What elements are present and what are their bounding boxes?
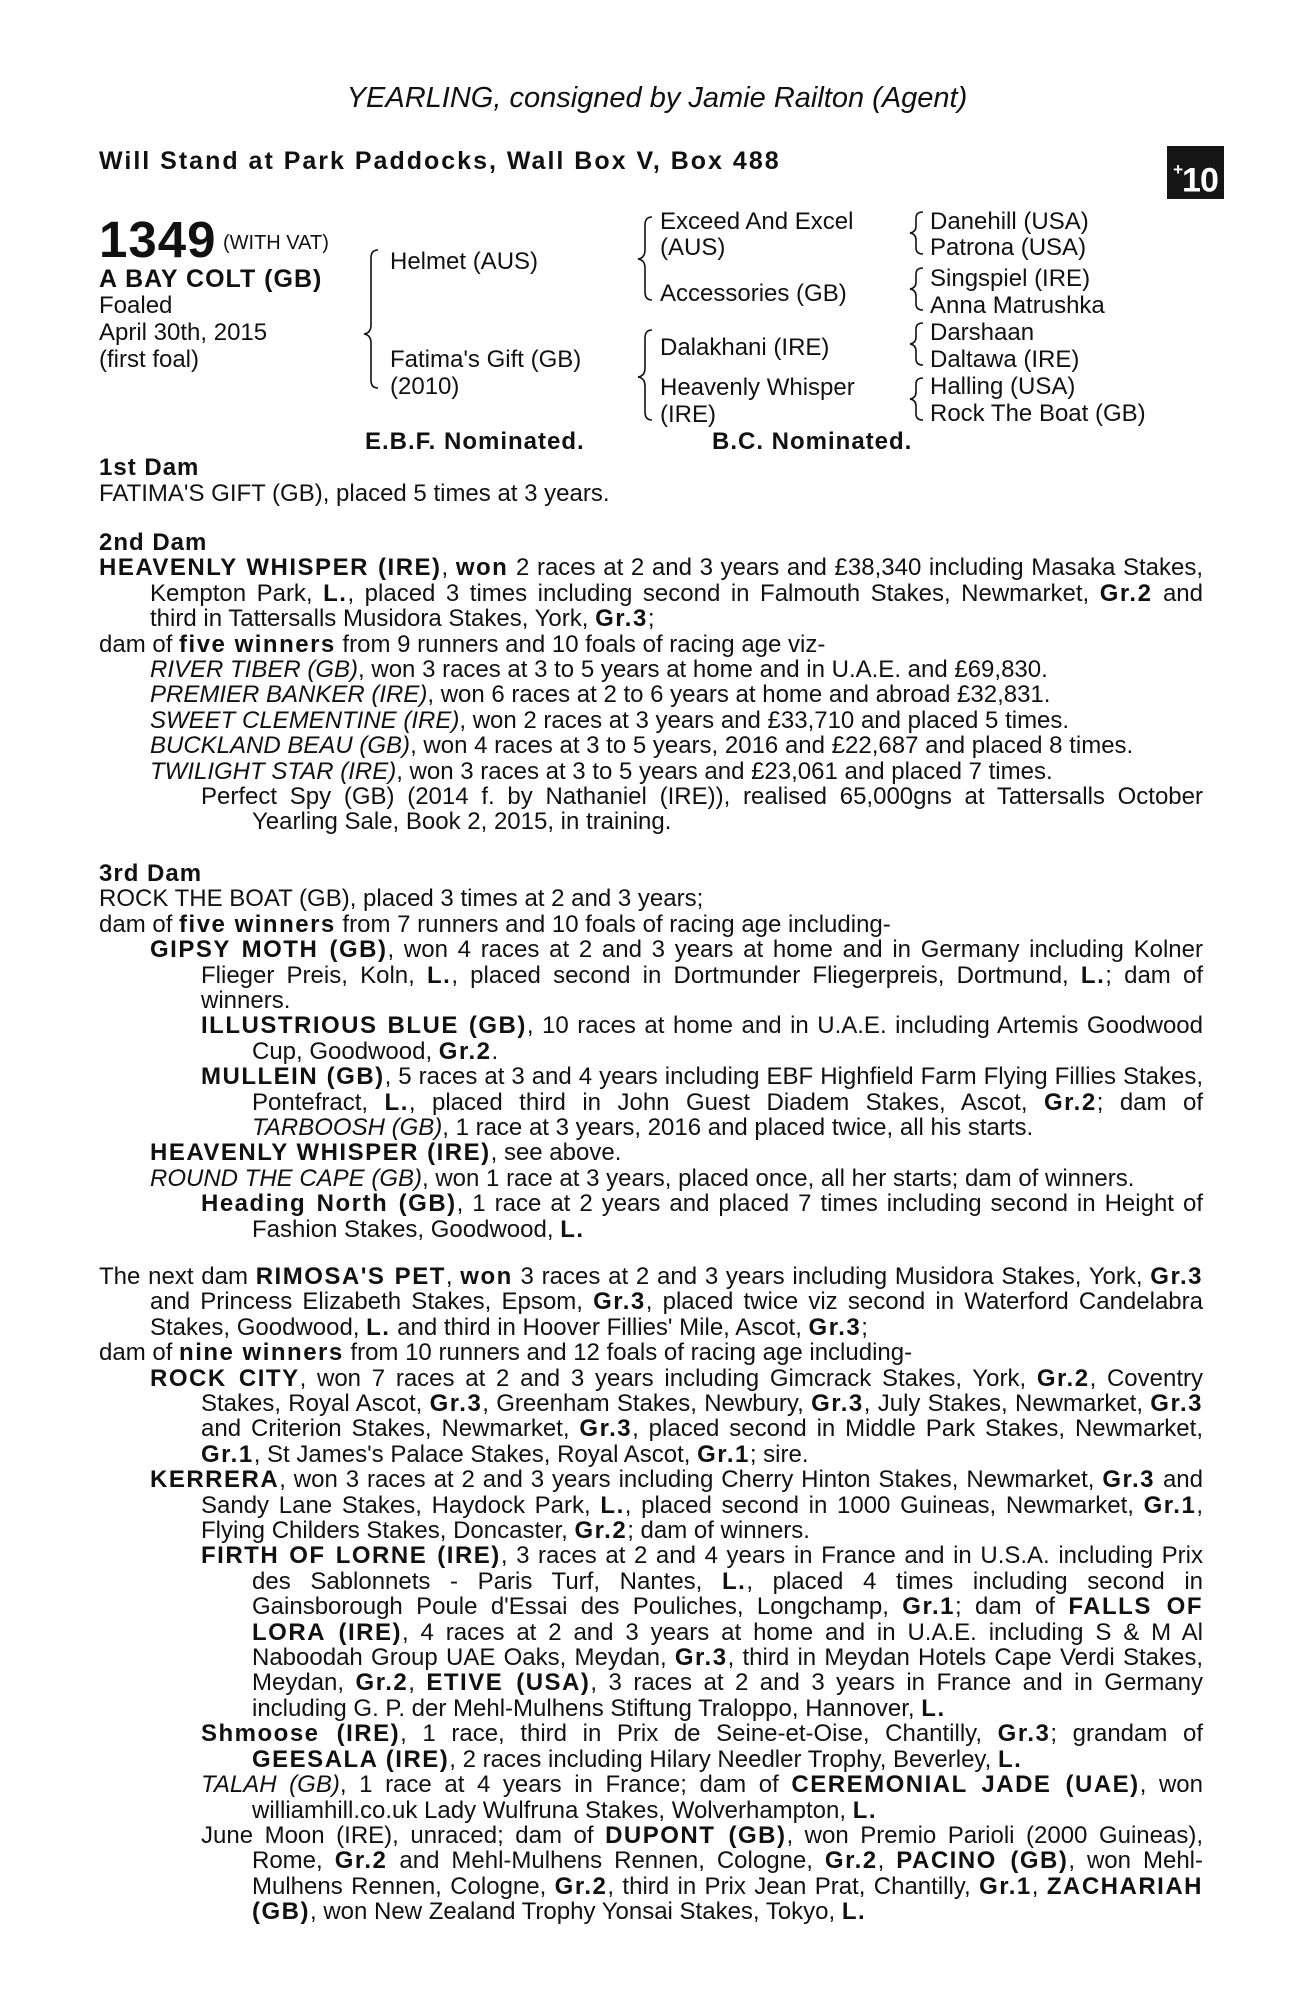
produce-item	[99, 1366, 1203, 1468]
entry-text: , won 3 races at 3 to 5 years and £23,061 and placed 7 times.	[396, 757, 1053, 785]
won-label: won	[460, 1262, 513, 1290]
produce-item	[99, 1140, 1203, 1165]
grade-label: Gr.2	[438, 1037, 492, 1065]
produce-item	[99, 1823, 1203, 1925]
produce-item	[99, 708, 1203, 733]
lot-title: A BAY COLT (GB)	[99, 265, 323, 293]
produce-item	[99, 937, 1203, 1013]
second-dam-entry: HEAVENLY WHISPER (IRE), won 2 races at 2 and 3 years and £38,340 including Masaka Stakes, Kempton Park, L., placed 3 times including second in Falmouth Stakes, Newmarket, Gr.2 and third in Tattersalls Musidora Stakes, York, Gr.3;	[99, 554, 1204, 633]
entry-text: , 5 races at 3 and 4 years including EBF Highfield Farm Flying Fillies Stakes, Pontefract,	[252, 1063, 1203, 1116]
horse-name: FALLS OF LORA (IRE)	[252, 1593, 1203, 1646]
entry-text: and third in Hoover Fillies' Mile, Ascot,	[390, 1313, 809, 1341]
pedigree-ss: Exceed And Excel	[660, 208, 854, 235]
grade-label: Gr.2	[574, 1517, 628, 1545]
entry-text: , won Premio Parioli (2000 Guineas), Rome,	[252, 1821, 1203, 1875]
produce-item	[99, 1166, 1203, 1191]
page-header: YEARLING, consigned by Jamie Railton (Agent)	[346, 82, 968, 114]
produce-item	[99, 1772, 1203, 1823]
horse-name: TWILIGHT STAR (IRE)	[150, 757, 397, 785]
entry-text: and Princess Elizabeth Stakes, Epsom,	[150, 1288, 594, 1316]
lot-vat: (WITH VAT)	[223, 232, 329, 254]
entry-text: , 1 race, third in Prix de Seine-et-Oise, Chantilly,	[400, 1720, 998, 1748]
listed-label: L.	[384, 1088, 409, 1116]
entry-text: , St James's Palace Stakes, Royal Ascot,	[253, 1440, 698, 1468]
horse-name: KERRERA	[150, 1466, 280, 1494]
entry-text: dam of	[99, 1339, 180, 1367]
entry-text: , won 1 race at 3 years, placed once, all her starts; dam of winners.	[422, 1164, 1135, 1192]
listed-label: L.	[323, 579, 348, 607]
brace-g4	[910, 378, 923, 420]
grade-label: Gr.1	[902, 1593, 955, 1621]
grade-label: Gr.3	[811, 1390, 864, 1417]
horse-name: RIMOSA'S PET	[255, 1262, 446, 1290]
entry-text: ; dam of winners.	[201, 961, 1203, 1014]
entry-text: ,	[1031, 1872, 1047, 1900]
produce-item	[99, 1467, 1203, 1543]
entry-text: ,	[408, 1669, 427, 1697]
entry-text: , placed 4 times including second in Gainsborough Poule d'Essai des Pouliches, Longchamp,	[252, 1567, 1203, 1621]
entry-text: , won 4 races at 3 to 5 years, 2016 and £22,687 and placed 8 times.	[410, 732, 1134, 760]
grade-label: Gr.3	[1150, 1262, 1203, 1290]
horse-name: GIPSY MOTH (GB)	[150, 936, 388, 964]
second-dam-heading: 2nd Dam	[99, 529, 208, 556]
grade-label: Gr.1	[1143, 1491, 1197, 1519]
listed-label: L.	[560, 1215, 585, 1243]
entry-text: , won 3 races at 2 and 3 years including Cherry Hinton Stakes, Newmarket,	[279, 1466, 1103, 1494]
entry-text: , third in Prix Jean Prat, Chantilly,	[607, 1872, 980, 1900]
bc-nominated: B.C. Nominated.	[712, 428, 913, 455]
entry-text: , won 6 races at 2 to 6 years at home and abroad £32,831.	[427, 681, 1051, 709]
pedigree-g5: Darshaan	[930, 319, 1035, 346]
entry-text: ,	[877, 1847, 897, 1875]
grade-label: Gr.2	[1043, 1088, 1097, 1116]
horse-name: HEAVENLY WHISPER (IRE)	[150, 1139, 491, 1167]
brace-g1	[910, 212, 923, 254]
brace-g3	[910, 323, 923, 365]
entry-text: , placed twice viz second in Waterford Candelabra Stakes, Goodwood,	[150, 1288, 1203, 1341]
horse-name: RIVER TIBER (GB)	[150, 656, 359, 684]
grade-label: Gr.2	[355, 1669, 409, 1697]
horse-name: ETIVE (USA)	[426, 1669, 591, 1697]
horse-name: DUPONT (GB)	[605, 1821, 787, 1849]
pedigree-g4: Anna Matrushka	[930, 292, 1105, 319]
listed-label: L.	[921, 1694, 946, 1722]
entry-text: , won 2 races at 3 years and £33,710 and placed 5 times.	[459, 706, 1070, 734]
grade-label: Gr.3	[1102, 1466, 1156, 1494]
produce-item	[99, 1721, 1203, 1772]
horse-name: HEAVENLY WHISPER (IRE)	[99, 554, 442, 582]
entry-text: , won 7 races at 2 and 3 years including Gimcrack Stakes, York,	[299, 1364, 1037, 1392]
pedigree-ss-country: (AUS)	[660, 234, 726, 261]
brace-sire-dam	[364, 250, 378, 388]
grade-label: Gr.3	[674, 1644, 728, 1672]
entry-text: , Flying Childers Stakes, Doncaster,	[201, 1491, 1203, 1545]
produce-item	[99, 759, 1203, 784]
pedigree-g7: Halling (USA)	[930, 373, 1076, 400]
entry-text: , placed 3 times including second in Falmouth Stakes, Newmarket,	[347, 579, 1100, 607]
ebf-nominated: E.B.F. Nominated.	[365, 428, 585, 455]
produce-item	[99, 657, 1203, 682]
grade-label: Gr.1	[201, 1440, 254, 1468]
entry-text: , 1 race at 4 years in France; dam of	[339, 1771, 792, 1799]
entry-text: .	[491, 1037, 499, 1065]
listed-label: L.	[852, 1796, 878, 1824]
entry-text: from 7 runners and 10 foals of racing age including-	[335, 910, 891, 938]
second-dam-produce-line	[99, 632, 1203, 657]
first-dam-text: FATIMA'S GIFT (GB), placed 5 times at 3 years.	[99, 480, 610, 507]
pedigree-sd: Accessories (GB)	[660, 280, 847, 307]
entry-text: 3 races at 2 and 3 years including Musidora Stakes, York,	[512, 1262, 1151, 1290]
entry-text: and Mehl-Mulhens Rennen, Cologne,	[387, 1847, 825, 1875]
horse-name: Shmoose (IRE)	[201, 1720, 401, 1748]
entry-text: , 4 races at 2 and 3 years at home and in U.A.E. including S & M Al Naboodah Group UAE Oaks, Meydan,	[252, 1618, 1203, 1672]
grade-label: Gr.3	[808, 1313, 862, 1341]
pedigree-braces	[0, 0, 1314, 460]
listed-label: L.	[600, 1491, 625, 1519]
next-dam-produce-line	[99, 1340, 1203, 1365]
listed-label: L.	[366, 1313, 391, 1341]
entry-text: ; dam of winners.	[627, 1517, 810, 1545]
produce-item	[99, 682, 1203, 707]
winners-count: nine winners	[179, 1339, 344, 1367]
entry-text: ; grandam of	[1050, 1720, 1203, 1748]
listed-label: L.	[426, 961, 452, 989]
next-dam-entry: The next dam RIMOSA'S PET, won 3 races at 2 and 3 years including Musidora Stakes, York, Gr.3 and Princess Elizabeth Stakes, Epsom, Gr.3, placed twice viz second in Waterford Candelabra Stakes, Goodwood, L. and third in Hoover Fillies' Mile, Ascot, Gr.3;	[99, 1262, 1203, 1341]
foaled-date: April 30th, 2015	[99, 319, 268, 346]
entry-text: , 1 race at 3 years, 2016 and placed twice, all his starts.	[442, 1113, 1034, 1141]
produce-item	[99, 1064, 1203, 1140]
lot-number: 1349	[99, 211, 217, 268]
entry-text: , Coventry Stakes, Royal Ascot,	[201, 1364, 1204, 1417]
entry-text: , 1 race at 2 years and placed 7 times including second in Height of Fashion Stakes, Goodwood,	[252, 1190, 1203, 1243]
entry-text: from 9 runners and 10 foals of racing age viz-	[335, 630, 826, 658]
grade-label: Gr.2	[1036, 1364, 1090, 1392]
entry-text: , won Mehl-Mulhens Rennen, Cologne,	[252, 1847, 1203, 1900]
entry-text: , placed second in 1000 Guineas, Newmarket,	[624, 1491, 1144, 1519]
entry-text: , 2 races including Hilary Needler Trophy, Beverley,	[449, 1745, 998, 1773]
brace-sire-parents	[638, 217, 652, 300]
entry-text: and Criterion Stakes, Newmarket,	[201, 1415, 580, 1443]
grade-label: Gr.3	[595, 605, 648, 633]
third-dam-entry: ROCK THE BOAT (GB), placed 3 times at 2 and 3 years;	[99, 885, 704, 913]
pedigree-ds: Dalakhani (IRE)	[660, 334, 830, 361]
winners-count: five winners	[179, 630, 336, 658]
grade-label: Gr.2	[1099, 579, 1153, 607]
badge-plus: +	[1173, 160, 1183, 179]
won-label: won	[455, 554, 509, 582]
pedigree-dam: Fatima's Gift (GB)	[390, 346, 582, 373]
brace-dam-parents	[638, 330, 652, 420]
entry-text: , won New Zealand Trophy Yonsai Stakes, Tokyo,	[309, 1898, 842, 1926]
entry-text: June Moon (IRE), unraced; dam of	[201, 1821, 606, 1849]
grade-label: Gr.2	[334, 1847, 388, 1875]
entry-text: , won 4 races at 2 and 3 years at home and in Germany including Kolner Flieger Preis, Koln,	[201, 936, 1203, 989]
produce-item	[99, 1191, 1203, 1242]
entry-text: , placed second in Middle Park Stakes, Newmarket,	[632, 1415, 1203, 1443]
entry-text: , 10 races at home and in U.A.E. including Artemis Goodwood Cup, Goodwood,	[252, 1012, 1203, 1065]
horse-name: TARBOOSH (GB)	[252, 1113, 443, 1141]
grade-label: Gr.1	[697, 1440, 750, 1468]
entry-text: ; sire.	[749, 1440, 809, 1468]
entry-text: ;	[861, 1313, 868, 1341]
brace-g2	[910, 268, 923, 310]
listed-label: L.	[841, 1898, 867, 1926]
pedigree-sire: Helmet (AUS)	[390, 248, 539, 275]
pedigree-g8: Rock The Boat (GB)	[930, 400, 1146, 427]
grade-label: Gr.3	[579, 1415, 633, 1443]
pedigree-dam-year: (2010)	[390, 373, 460, 400]
produce-item	[99, 1013, 1203, 1064]
entry-text: , won 3 races at 3 to 5 years at home and in U.A.E. and £69,830.	[358, 656, 1048, 684]
entry-text: dam of	[99, 910, 180, 938]
grade-label: Gr.3	[593, 1288, 646, 1316]
first-foal-note: (first foal)	[99, 346, 200, 373]
entry-text: ; dam of	[1096, 1088, 1203, 1116]
entry-text: , July Stakes, Newmarket,	[863, 1390, 1151, 1417]
pedigree-dd-country: (IRE)	[660, 401, 716, 428]
listed-label: L.	[1080, 961, 1106, 989]
grade-label: Gr.3	[429, 1390, 483, 1417]
grade-label: Gr.2	[554, 1872, 608, 1900]
listed-label: L.	[721, 1567, 747, 1595]
pedigree-g3: Singspiel (IRE)	[930, 265, 1091, 292]
entry-text: and third in Tattersalls Musidora Stakes, York,	[150, 579, 1204, 633]
pedigree-g2: Patrona (USA)	[930, 234, 1087, 261]
pedigree-g6: Daltawa (IRE)	[930, 346, 1080, 373]
horse-name: MULLEIN (GB)	[201, 1063, 385, 1091]
entry-text: ;	[647, 605, 655, 633]
foaled-label: Foaled	[99, 292, 173, 319]
pedigree-dd: Heavenly Whisper	[660, 374, 855, 401]
grade-label: Gr.3	[997, 1720, 1051, 1748]
horse-name: ROUND THE CAPE (GB)	[150, 1164, 423, 1192]
entry-text: , third in Meydan Hotels Cape Verdi Stakes, Meydan,	[252, 1644, 1203, 1697]
listed-label: L.	[997, 1745, 1023, 1773]
winners-count: five winners	[179, 910, 336, 938]
horse-name: ZACHARIAH (GB)	[252, 1872, 1203, 1926]
first-dam-heading: 1st Dam	[99, 454, 200, 481]
third-dam-heading: 3rd Dam	[99, 859, 203, 887]
horse-name: TALAH (GB)	[201, 1771, 340, 1799]
grade-label: Gr.2	[824, 1847, 878, 1875]
entry-text: , 3 races at 2 and 3 years in France and in Germany including G. P. der Mehl-Mulhens Stiftung Traloppo, Hannover,	[252, 1669, 1204, 1722]
horse-name: PREMIER BANKER (IRE)	[150, 681, 428, 709]
entry-text: , Greenham Stakes, Newbury,	[482, 1390, 812, 1417]
pedigree-g1: Danehill (USA)	[930, 208, 1089, 235]
entry-text: and Sandy Lane Stakes, Haydock Park,	[201, 1466, 1203, 1519]
entry-text: ; dam of	[954, 1593, 1069, 1621]
horse-name: CEREMONIAL JADE (UAE)	[791, 1771, 1140, 1799]
entry-text: from 10 runners and 12 foals of racing age including-	[343, 1339, 913, 1367]
horse-name: ROCK CITY	[150, 1364, 300, 1392]
third-dam-produce-line	[99, 912, 1203, 937]
horse-name: Heading North (GB)	[201, 1190, 457, 1218]
entry-text: 2 races at 2 and 3 years and £38,340 including Masaka Stakes, Kempton Park,	[150, 554, 1203, 607]
entry-text: dam of	[99, 630, 180, 658]
entry-text: , 3 races at 2 and 4 years in France and in U.S.A. including Prix des Sablonnets - Paris Turf, Nantes,	[252, 1542, 1204, 1595]
entry-text: , placed second in Dortmunder Fliegerpreis, Dortmund,	[451, 961, 1081, 989]
horse-name: SWEET CLEMENTINE (IRE)	[150, 706, 460, 734]
entry-text: , placed third in John Guest Diadem Stakes, Ascot,	[408, 1088, 1044, 1116]
catalogue-body	[99, 530, 1203, 1925]
grade-label: Gr.1	[979, 1872, 1032, 1900]
horse-name: FIRTH OF LORNE (IRE)	[201, 1542, 501, 1570]
produce-item: Perfect Spy (GB) (2014 f. by Nathaniel (IRE)), realised 65,000gns at Tattersalls October Yearling Sale, Book 2, 2015, in training.	[201, 783, 1203, 836]
horse-name: ILLUSTRIOUS BLUE (GB)	[201, 1012, 527, 1040]
entry-text: , won williamhill.co.uk Lady Wulfruna Stakes, Wolverhampton,	[252, 1771, 1203, 1824]
produce-item	[99, 1543, 1203, 1721]
grade-label: Gr.3	[1150, 1390, 1203, 1417]
horse-name: BUCKLAND BEAU (GB)	[150, 732, 411, 760]
entry-text: , see above.	[490, 1139, 622, 1167]
horse-name: PACINO (GB)	[896, 1847, 1069, 1875]
badge-number: 10	[1182, 161, 1218, 200]
horse-name: GEESALA (IRE)	[252, 1745, 450, 1773]
stand-location: Will Stand at Park Paddocks, Wall Box V, Box 488	[99, 147, 781, 175]
produce-item	[99, 733, 1203, 758]
entry-text: The next dam	[99, 1262, 256, 1290]
